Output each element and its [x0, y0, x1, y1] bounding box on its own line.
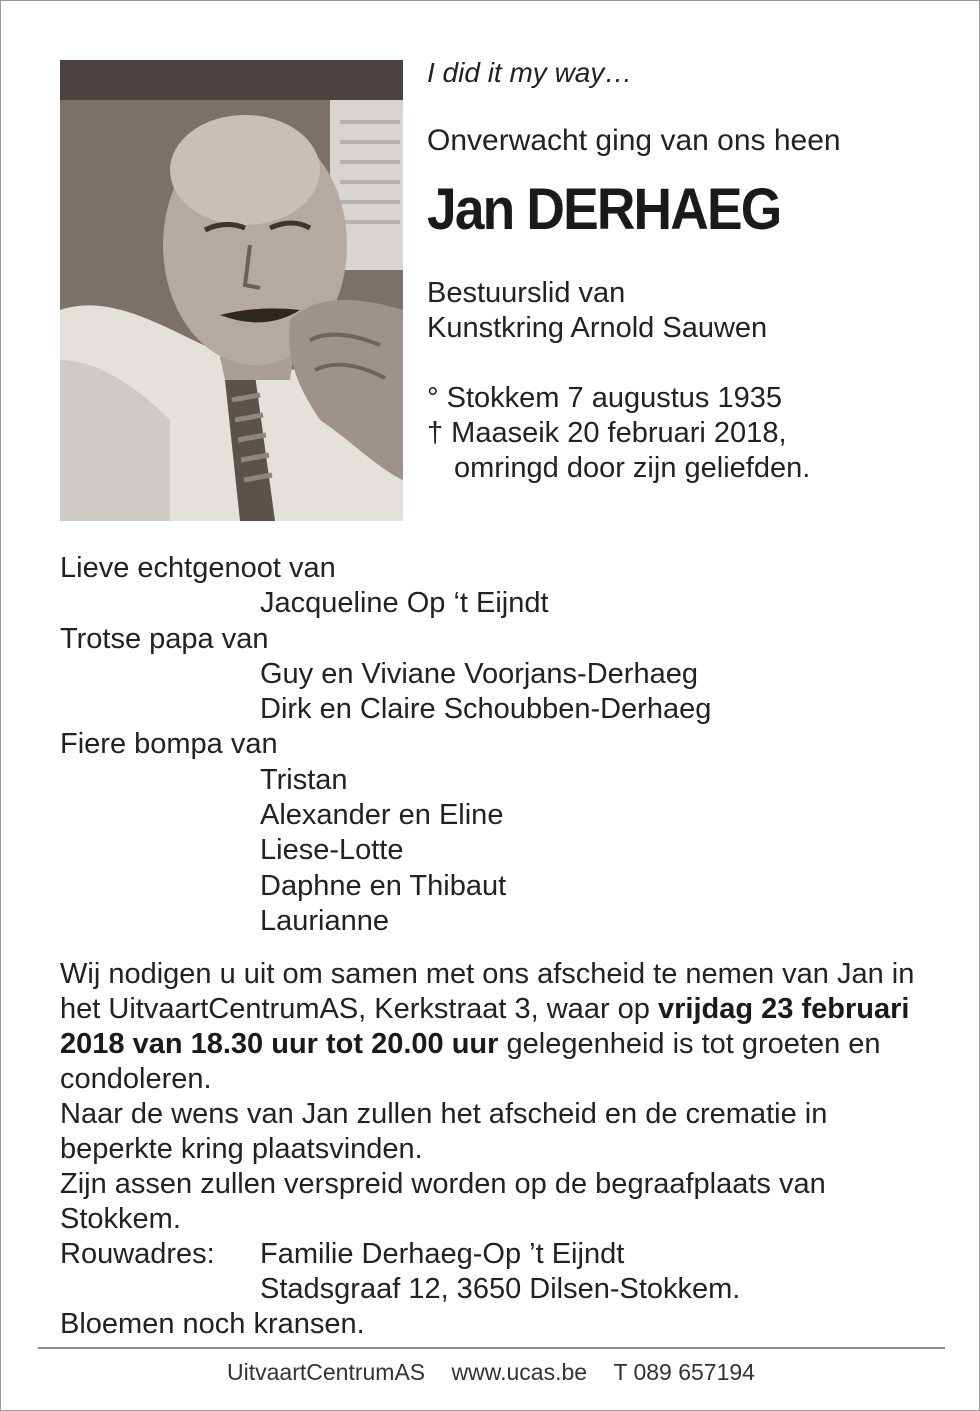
invitation-paragraph	[60, 957, 920, 1097]
address-line: Familie Derhaeg-Op ’t Eijndt	[260, 1238, 625, 1270]
death-note: omringd door zijn geliefden.	[454, 452, 811, 484]
role-line: Bestuurslid van	[427, 277, 626, 309]
grandchild-name: Alexander en Eline	[260, 799, 504, 832]
invitation-text: Wij nodigen u uit om samen met ons afscheid te nemen van Jan in het UitvaartCentrumAS, Kerkstraat 3, waar op	[60, 958, 915, 1025]
spouse-name: Jacqueline Op ‘t Eijndt	[260, 587, 549, 620]
body-text	[60, 957, 920, 1342]
grandchild-name: Tristan	[260, 763, 348, 796]
intro-block	[427, 53, 967, 486]
footer-website: www.ucas.be	[451, 1359, 588, 1385]
life-dates	[427, 381, 967, 486]
grandchild-name: Daphne en Thibaut	[260, 869, 507, 902]
visitation-time: vrijdag 23 februari 2018 van 18.30 uur tot 20.00 uur	[60, 993, 910, 1060]
birth-date: ° Stokkem 7 augustus 1935	[427, 382, 782, 414]
wish-paragraph: Naar de wens van Jan zullen het afscheid en de crematie in beperkte kring plaatsvinden.	[60, 1098, 828, 1165]
footer-company: UitvaartCentrumAS	[227, 1359, 426, 1385]
address-lines	[260, 1237, 740, 1307]
flowers-note: Bloemen noch kransen.	[60, 1308, 365, 1340]
portrait-photo	[60, 60, 403, 521]
children-label: Trotse papa van	[60, 622, 269, 655]
spouse-label: Lieve echtgenoot van	[60, 552, 336, 584]
quote: I did it my way…	[427, 57, 633, 88]
address-label: Rouwadres:	[60, 1238, 215, 1270]
grandchildren-label: Fiere bompa van	[60, 728, 278, 761]
ashes-paragraph: Zijn assen zullen verspreid worden op de begraafplaats van Stokkem.	[60, 1168, 826, 1235]
grandchild-name: Liese-Lotte	[260, 834, 404, 867]
role-line: Kunstkring Arnold Sauwen	[427, 312, 768, 344]
footer	[1, 1355, 980, 1389]
child-name: Guy en Viviane Voorjans-Derhaeg	[260, 657, 698, 690]
role	[427, 276, 967, 346]
deceased-name: Jan DERHAEG	[427, 177, 781, 242]
child-name: Dirk en Claire Schoubben-Derhaeg	[260, 693, 712, 726]
address-line: Stadsgraaf 12, 3650 Dilsen-Stokkem.	[260, 1273, 741, 1305]
grandchild-name: Laurianne	[260, 904, 389, 937]
footer-divider	[38, 1347, 945, 1349]
death-date: † Maaseik 20 februari 2018,	[427, 417, 787, 449]
announcement: Onverwacht ging van ons heen	[427, 124, 841, 157]
invitation-text-end: gelegenheid is tot groeten en condoleren.	[60, 1028, 881, 1095]
footer-phone: T 089 657194	[613, 1359, 755, 1385]
family-list	[60, 551, 960, 939]
address-row	[60, 1237, 920, 1307]
